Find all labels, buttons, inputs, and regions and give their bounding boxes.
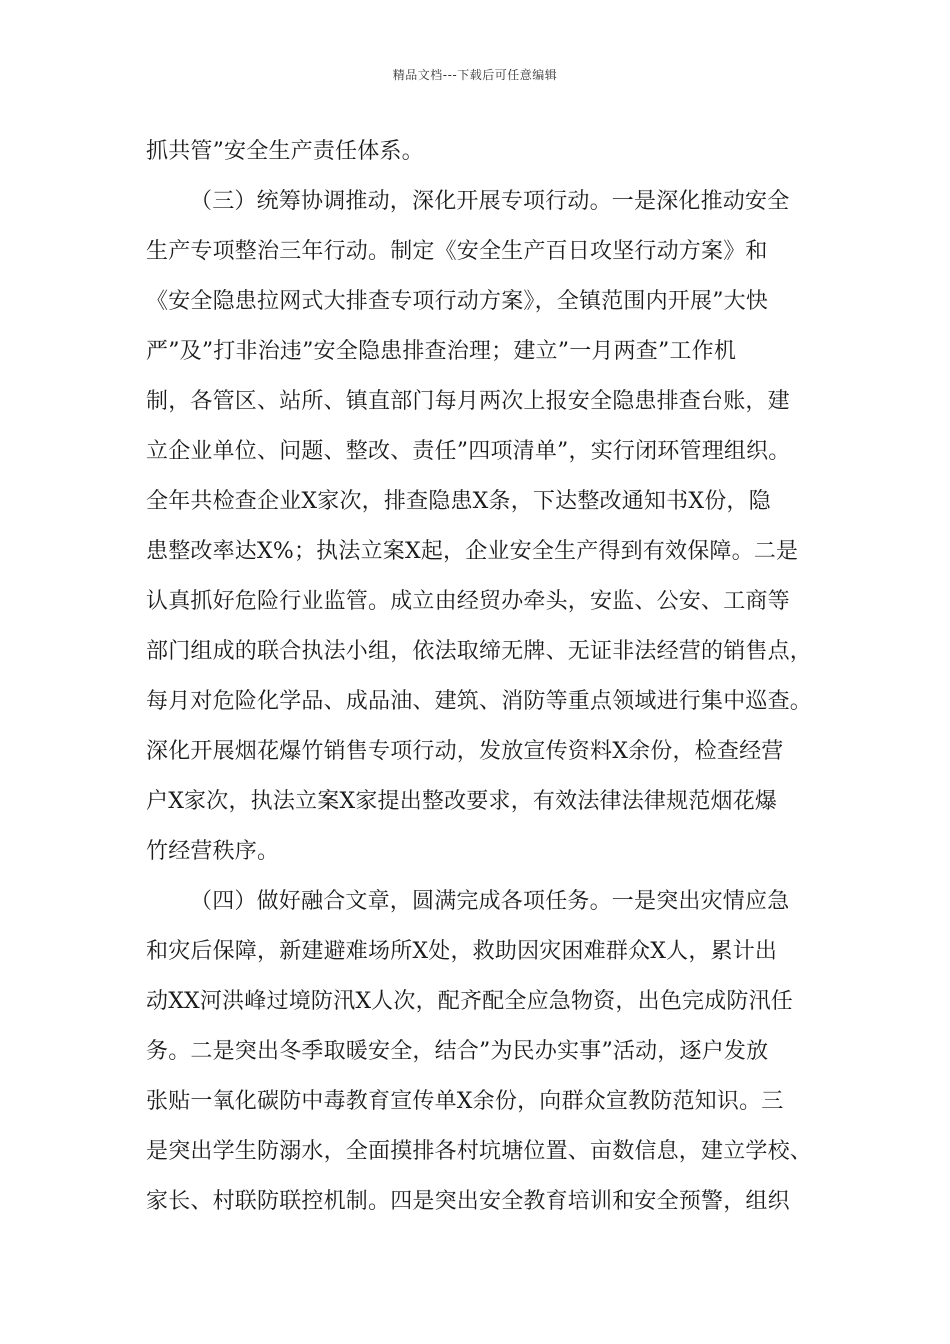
text-line: 《安全隐患拉网式大排查专项行动方案》，全镇范围内开展”大快 xyxy=(146,289,769,314)
text-line: 户X家次，执法立案X家提出整改要求，有效法律法律规范烟花爆 xyxy=(146,789,778,814)
text-line: 抓共管”安全生产责任体系。 xyxy=(146,139,424,164)
document-body xyxy=(146,130,826,1230)
text-line: 立企业单位、问题、整改、责任”四项清单”，实行闭环管理组织。 xyxy=(146,439,791,464)
text-line: 动XX河洪峰过境防汛X人次，配齐配全应急物资，出色完成防汛任 xyxy=(146,989,793,1014)
text-line: 深化开展烟花爆竹销售专项行动，发放宣传资料X余份，检查经营 xyxy=(146,739,784,764)
page-header: 精品文档---下载后可任意编辑 xyxy=(392,68,558,82)
text-line: 和灾后保障，新建避难场所X处，救助因灾困难群众X人，累计出 xyxy=(146,939,778,964)
text-line: 生产专项整治三年行动。制定《安全生产百日攻坚行动方案》和 xyxy=(146,239,768,264)
text-line: 严”及”打非治违”安全隐患排查治理；建立”一月两查”工作机 xyxy=(146,339,737,364)
text-line: 务。二是突出冬季取暖安全，结合”为民办实事”活动，逐户发放 xyxy=(146,1039,769,1064)
text-line: 张贴一氧化碳防中毒教育宣传单X余份，向群众宣教防范知识。三 xyxy=(146,1089,784,1114)
paragraph-start-line: （四）做好融合文章，圆满完成各项任务。一是突出灾情应急 xyxy=(190,889,790,914)
text-line: 全年共检查企业X家次，排查隐患X条，下达整改通知书X份，隐 xyxy=(146,489,771,514)
text-line: 制，各管区、站所、镇直部门每月两次上报安全隐患排查台账，建 xyxy=(146,389,790,414)
text-line: 认真抓好危险行业监管。成立由经贸办牵头，安监、公安、工商等 xyxy=(146,589,790,614)
text-line: 是突出学生防溺水，全面摸排各村坑塘位置、亩数信息，建立学校、 xyxy=(146,1139,813,1164)
text-line: 患整改率达X%；执法立案X起，企业安全生产得到有效保障。二是 xyxy=(146,539,799,564)
text-line: 部门组成的联合执法小组，依法取缔无牌、无证非法经营的销售点， xyxy=(146,639,813,664)
text-line: 家长、村联防联控机制。四是突出安全教育培训和安全预警，组织 xyxy=(146,1189,790,1214)
paragraph-start-line: （三）统筹协调推动，深化开展专项行动。一是深化推动安全 xyxy=(190,189,790,214)
text-line: 每月对危险化学品、成品油、建筑、消防等重点领域进行集中巡查。 xyxy=(146,689,813,714)
text-line: 竹经营秩序。 xyxy=(146,839,280,864)
